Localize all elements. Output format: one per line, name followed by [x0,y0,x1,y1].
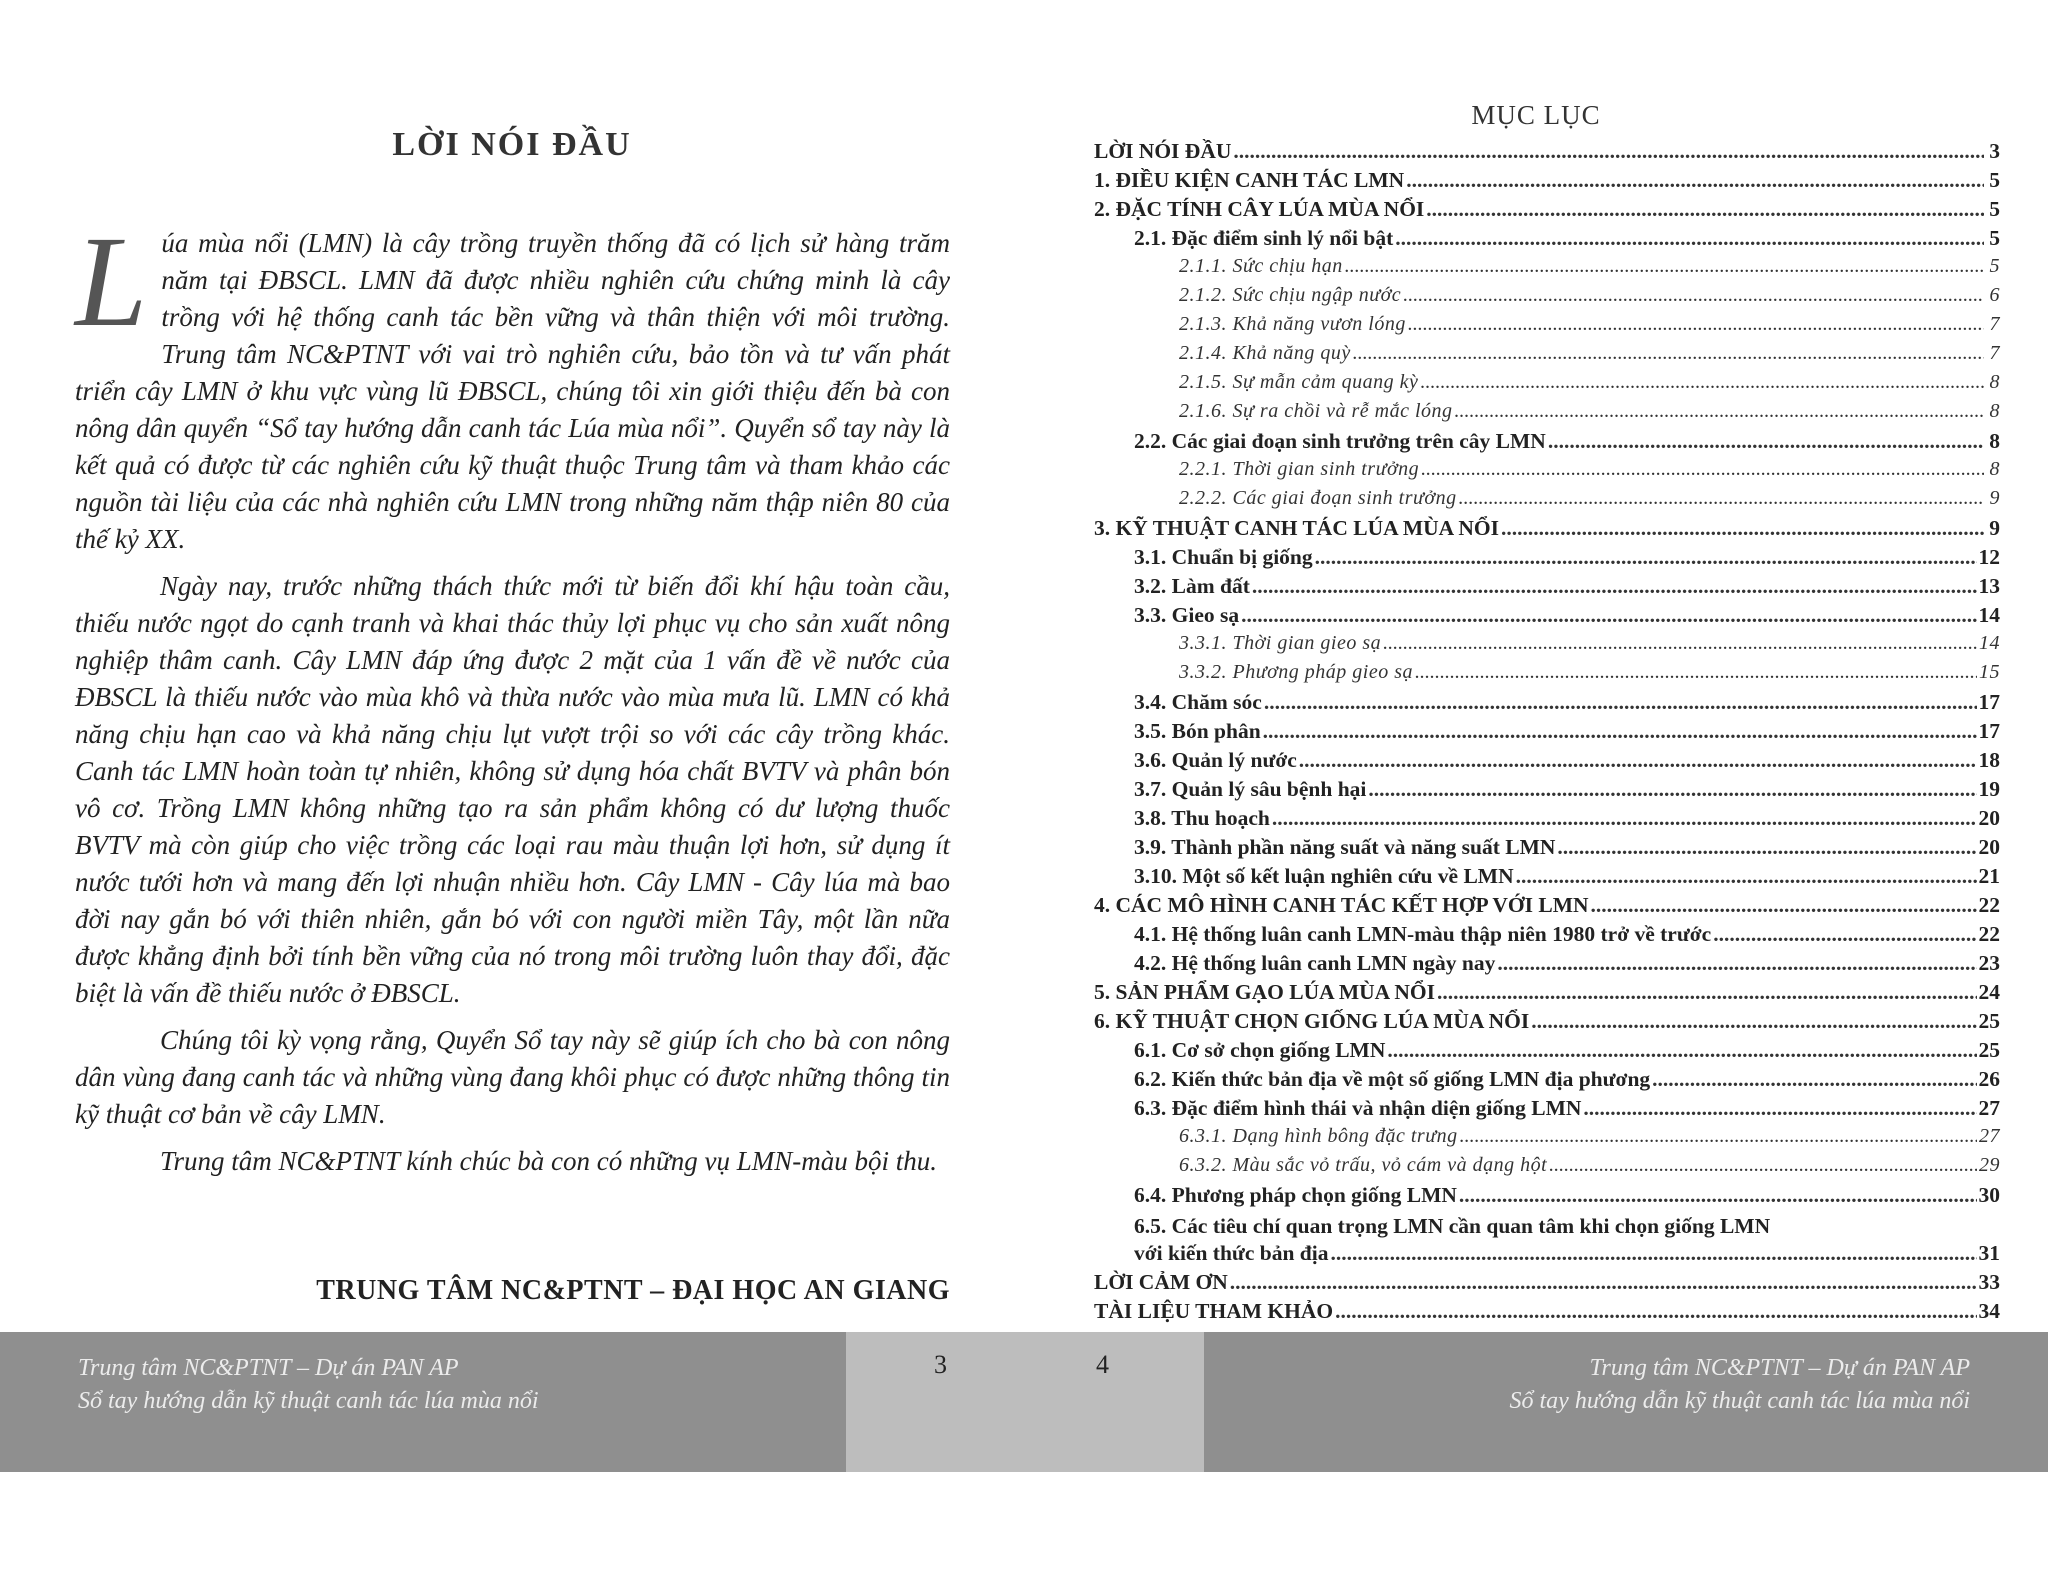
toc-entry-title: 6.3.1. Dạng hình bông đặc trưng [1179,1125,1458,1147]
toc-entry-title: với kiến thức bản địa [1134,1241,1329,1265]
toc-entry-title: 3.10. Một số kết luận nghiên cứu về LMN [1134,864,1514,888]
toc-entry-title: 3.8. Thu hoạch [1134,806,1270,830]
toc-entry-title: 3.9. Thành phần năng suất và năng suất LMN [1134,835,1556,859]
toc-entry-page: 8 [1989,458,2000,480]
toc-leader-dots [1459,487,1984,510]
toc-entry-title: 3.7. Quản lý sâu bệnh hại [1134,777,1367,801]
toc-leader-dots [1497,951,1976,976]
preface-body [75,210,950,1190]
toc-entry[interactable] [1094,1009,2000,1038]
toc-entry-page: 33 [1978,1270,2000,1294]
toc-leader-dots [1387,1038,1976,1063]
page-number-right: 4 [1096,1350,1109,1379]
toc-entry-page: 21 [1978,864,2000,888]
toc-entry[interactable] [1094,574,2000,603]
toc-leader-dots [1420,371,1984,394]
toc-entry-title: 6.2. Kiến thức bản địa về một số giống LMN địa phương [1134,1067,1651,1091]
footer-center-band [846,1332,1204,1472]
toc-entry[interactable] [1094,458,2000,487]
toc-entry-page: 3 [1989,139,2000,163]
toc-entry-page: 8 [1989,429,2000,453]
toc-entry-page: 23 [1978,951,2000,975]
toc-entry-title: 3.3. Gieo sạ [1134,603,1240,627]
toc-leader-dots [1406,168,1984,193]
footer-right-line-1: Trung tâm NC&PTNT – Dự án PAN AP [1589,1355,1970,1381]
toc-entry[interactable] [1094,1299,2000,1328]
toc-leader-dots [1353,342,1984,365]
toc-title: MỤC LỤC [1471,100,1601,130]
toc-entry[interactable] [1094,313,2000,342]
toc-entry-page: 22 [1978,893,2000,917]
toc-entry[interactable] [1094,139,2000,168]
toc-entry[interactable] [1094,661,2000,690]
toc-leader-dots [1557,835,1976,860]
toc-leader-dots [1460,1125,1977,1148]
toc-entry[interactable] [1094,371,2000,400]
toc-entry-title: 2. ĐẶC TÍNH CÂY LÚA MÙA NỔI [1094,197,1425,221]
toc-entry-title: 2.1.1. Sức chịu hạn [1179,255,1343,277]
toc-leader-dots [1264,690,1977,715]
toc-entry-wrapped-line-1[interactable]: 6.5. Các tiêu chí quan trọng LMN cần quan tâm khi chọn giống LMN [1134,1214,1771,1238]
toc-entry[interactable] [1094,255,2000,284]
toc-leader-dots [1252,574,1977,599]
toc-leader-dots [1345,255,1984,278]
toc-entry-title: 3.4. Chăm sóc [1134,690,1262,714]
toc-entry-page: 20 [1978,835,2000,859]
toc-entry-title: 3.1. Chuẩn bị giống [1134,545,1313,569]
toc-leader-dots [1421,458,1984,481]
toc-entry[interactable] [1094,980,2000,1009]
toc-entry-title: 2.1.2. Sức chịu ngập nước [1179,284,1402,306]
footer-left-line-2: Sổ tay hướng dẫn kỹ thuật canh tác lúa mùa nổi [78,1388,539,1414]
toc-entry[interactable] [1094,400,2000,429]
toc-entry[interactable] [1094,545,2000,574]
toc-entry-page: 14 [1979,632,2000,654]
toc-entry-page: 5 [1989,226,2000,250]
toc-entry-wrapped-line-2[interactable] [1094,1241,2000,1270]
toc-leader-dots [1383,632,1977,655]
toc-leader-dots [1516,864,1977,889]
toc-leader-dots [1408,313,1984,336]
toc-entry[interactable] [1094,197,2000,226]
toc-entry-page: 15 [1979,661,2000,683]
toc-entry-title: 3.3.2. Phương pháp gieo sạ [1179,661,1414,683]
toc-entry-title: 3.6. Quản lý nước [1134,748,1297,772]
toc-entry-title: 3.3.1. Thời gian gieo sạ [1179,632,1382,654]
toc-entry-page: 17 [1978,690,2000,714]
toc-leader-dots [1263,719,1977,744]
toc-entry[interactable] [1094,284,2000,313]
right-page [1024,0,2048,1472]
toc-leader-dots [1583,1096,1976,1121]
toc-entry-page: 6 [1989,284,2000,306]
toc-leader-dots [1330,1241,1976,1266]
toc-leader-dots [1531,1009,1976,1034]
toc-entry[interactable] [1094,1125,2000,1154]
toc-leader-dots [1426,197,1984,222]
toc-entry-title: 3.2. Làm đất [1134,574,1250,598]
toc-entry[interactable] [1094,342,2000,371]
toc-entry-title: 3. KỸ THUẬT CANH TÁC LÚA MÙA NỔI [1094,516,1499,540]
toc-entry-page: 9 [1989,516,2000,540]
toc-leader-dots [1395,226,1984,251]
toc-entry-title: 2.1.5. Sự mẫn cảm quang kỳ [1179,371,1419,393]
toc-entry-page: 5 [1989,168,2000,192]
preface-title: LỜI NÓI ĐẦU [392,126,632,163]
toc-entry-title: TÀI LIỆU THAM KHẢO [1094,1299,1334,1323]
toc-entry-page: 26 [1978,1067,2000,1091]
toc-entry-page: 5 [1989,197,2000,221]
preface-paragraph-4: Trung tâm NC&PTNT kính chúc bà con có những vụ LMN-màu bội thu. [160,1146,937,1176]
toc-entry-page: 12 [1978,545,2000,569]
preface-signature: TRUNG TÂM NC&PTNT – ĐẠI HỌC AN GIANG [316,1275,950,1306]
toc-entry[interactable] [1094,806,2000,835]
toc-leader-dots [1652,1067,1976,1092]
toc-entry-title: 4.1. Hệ thống luân canh LMN-màu thập niên 1980 trở về trước [1134,922,1712,946]
footer-right-caption [1510,1352,1971,1418]
toc-entry-page: 7 [1989,342,2000,364]
footer-left-line-1: Trung tâm NC&PTNT – Dự án PAN AP [78,1355,459,1381]
left-page [0,0,1024,1472]
toc-entry-title: 2.1. Đặc điểm sinh lý nổi bật [1134,226,1394,250]
toc-entry-title: 4.2. Hệ thống luân canh LMN ngày nay [1134,951,1496,975]
toc-list [1094,139,2000,1328]
toc-entry[interactable] [1094,922,2000,951]
toc-leader-dots [1368,777,1976,802]
toc-leader-dots [1549,1154,1977,1177]
toc-entry[interactable] [1094,777,2000,806]
toc-entry-page: 8 [1989,371,2000,393]
toc-leader-dots [1403,284,1984,307]
toc-leader-dots [1459,1183,1977,1208]
toc-leader-dots [1272,806,1977,831]
toc-entry-title: 6. KỸ THUẬT CHỌN GIỐNG LÚA MÙA NỔI [1094,1009,1530,1033]
toc-entry[interactable] [1094,1183,2000,1212]
toc-entry[interactable] [1094,719,2000,748]
drop-cap: L [75,210,148,354]
toc-entry-title: 2.1.4. Khả năng quỳ [1179,342,1351,364]
footer-band [0,1332,2048,1472]
toc-entry[interactable] [1094,487,2000,516]
toc-entry[interactable] [1094,1038,2000,1067]
toc-entry[interactable] [1094,951,2000,980]
toc-entry-title: 1. ĐIỀU KIỆN CANH TÁC LMN [1094,168,1405,192]
paragraph-1-text: úa mùa nổi (LMN) là cây trồng truyền thống đã có lịch sử hàng trăm năm tại ĐBSCL. LMN đã được nhiều nghiên cứu chứng minh là cây trồng với hệ thống canh tác bền vững và thân thiện với môi trường. Trung tâm NC&PTNT với vai trò nghiên cứu, bảo tồn và tư vấn phát triển cây LMN ở khu vực vùng lũ ĐBSCL, chúng tôi xin giới thiệu đến bà con nông dân quyển “Sổ tay hướng dẫn canh tác Lúa mùa nổi”. Quyển sổ tay này là kết quả có được từ các nghiên cứu kỹ thuật thuộc Trung tâm và tham khảo các nguồn tài liệu của các nhà nghiên cứu LMN trong những năm thập niên 80 của thế kỷ XX. [75,228,950,554]
toc-entry-page: 9 [1989,487,2000,509]
toc-entry-page: 24 [1978,980,2000,1004]
toc-entry[interactable] [1094,1096,2000,1125]
toc-entry[interactable] [1094,864,2000,893]
toc-entry-title: 2.1.6. Sự ra chồi và rễ mắc lóng [1179,400,1453,422]
toc-leader-dots [1713,922,1976,947]
toc-entry[interactable] [1094,835,2000,864]
toc-leader-dots [1335,1299,1976,1324]
toc-entry-page: 25 [1978,1009,2000,1033]
toc-entry[interactable] [1094,632,2000,661]
toc-entry-title: LỜI NÓI ĐẦU [1094,139,1232,163]
footer-left-caption [78,1352,539,1418]
toc-entry[interactable] [1094,1270,2000,1299]
toc-entry[interactable] [1094,690,2000,719]
toc-leader-dots [1241,603,1976,628]
toc-entry-title: 3.5. Bón phân [1134,719,1261,743]
toc-entry[interactable] [1094,893,2000,922]
toc-entry[interactable] [1094,168,2000,197]
toc-entry[interactable] [1094,748,2000,777]
toc-entry[interactable] [1094,1154,2000,1183]
toc-entry-page: 31 [1978,1241,2000,1265]
toc-leader-dots [1233,139,1984,164]
page-number-left: 3 [934,1350,947,1379]
toc-entry-title: 6.3. Đặc điểm hình thái và nhận diện giống LMN [1134,1096,1582,1120]
footer-right-line-2: Sổ tay hướng dẫn kỹ thuật canh tác lúa mùa nổi [1509,1388,1970,1414]
toc-entry-page: 7 [1989,313,2000,335]
toc-leader-dots [1501,516,1984,541]
toc-entry[interactable] [1094,226,2000,255]
toc-leader-dots [1415,661,1977,684]
toc-leader-dots [1455,400,1984,423]
preface-paragraph-2: Ngày nay, trước những thách thức mới từ biến đổi khí hậu toàn cầu, thiếu nước ngọt do cạnh tranh và khai thác thủy lợi phục vụ cho sản xuất nông nghiệp thâm canh. Cây LMN đáp ứng được 2 mặt của 1 vấn đề về nước của ĐBSCL là thiếu nước vào mùa khô và thừa nước vào mùa mưa lũ. LMN có khả năng chịu hạn cao và khả năng chịu lụt vượt trội so với các cây trồng khác. Canh tác LMN hoàn toàn tự nhiên, không sử dụng hóa chất BVTV và phân bón vô cơ. Trồng LMN không những tạo ra sản phẩm không có dư lượng thuốc BVTV mà còn giúp cho việc trồng các loại rau màu thuận lợi hơn, sử dụng ít nước tưới hơn và mang đến lợi nhuận nhiều hơn. Cây LMN - Cây lúa mà bao đời nay gắn bó với thiên nhiên, gắn bó với con người miền Tây, một lần nữa được khẳng định bởi tính bền vững của nó trong môi trường luôn thay đổi, đặc biệt là vấn đề thiếu nước ở ĐBSCL. [75,571,950,1008]
toc-entry-page: 17 [1978,719,2000,743]
toc-entry-title: 6.4. Phương pháp chọn giống LMN [1134,1183,1457,1207]
toc-entry[interactable] [1094,429,2000,458]
toc-entry-page: 19 [1978,777,2000,801]
toc-entry[interactable] [1094,603,2000,632]
toc-leader-dots [1315,545,1977,570]
toc-entry-title: 2.1.3. Khả năng vươn lóng [1179,313,1406,335]
toc-entry-page: 14 [1978,603,2000,627]
toc-entry-title: 4. CÁC MÔ HÌNH CANH TÁC KẾT HỢP VỚI LMN [1094,893,1589,917]
toc-entry-title: 2.2.2. Các giai đoạn sinh trưởng [1179,487,1457,509]
toc-entry-page: 27 [1979,1125,2000,1147]
toc-entry-title: LỜI CẢM ƠN [1094,1270,1228,1294]
toc-entry-page: 27 [1978,1096,2000,1120]
toc-entry-page: 20 [1978,806,2000,830]
toc-entry-page: 18 [1978,748,2000,772]
toc-leader-dots [1437,980,1976,1005]
toc-entry-page: 8 [1989,400,2000,422]
toc-leader-dots [1591,893,1977,918]
toc-entry-page: 5 [1989,255,2000,277]
toc-entry-title: 6.3.2. Màu sắc vỏ trấu, vỏ cám và dạng hột [1179,1154,1548,1176]
toc-entry-page: 25 [1978,1038,2000,1062]
toc-entry-title: 6.1. Cơ sở chọn giống LMN [1134,1038,1386,1062]
toc-entry[interactable] [1094,1067,2000,1096]
toc-entry-title: 5. SẢN PHẨM GẠO LÚA MÙA NỔI [1094,980,1436,1004]
toc-entry-page: 13 [1978,574,2000,598]
toc-leader-dots [1230,1270,1977,1295]
toc-entry-page: 29 [1979,1154,2000,1176]
toc-leader-dots [1299,748,1977,773]
preface-paragraph-1 [75,210,950,558]
toc-leader-dots [1548,429,1984,454]
preface-paragraph-3: Chúng tôi kỳ vọng rằng, Quyển Sổ tay này sẽ giúp ích cho bà con nông dân vùng đang canh tác và những vùng đang khôi phục có được những thông tin kỹ thuật cơ bản về cây LMN. [75,1025,950,1129]
toc-entry-page: 22 [1978,922,2000,946]
toc-entry-page: 34 [1978,1299,2000,1323]
toc-entry-page: 30 [1978,1183,2000,1207]
toc-entry-title: 2.2.1. Thời gian sinh trưởng [1179,458,1420,480]
toc-entry[interactable] [1094,516,2000,545]
toc-entry-title: 2.2. Các giai đoạn sinh trưởng trên cây LMN [1134,429,1546,453]
